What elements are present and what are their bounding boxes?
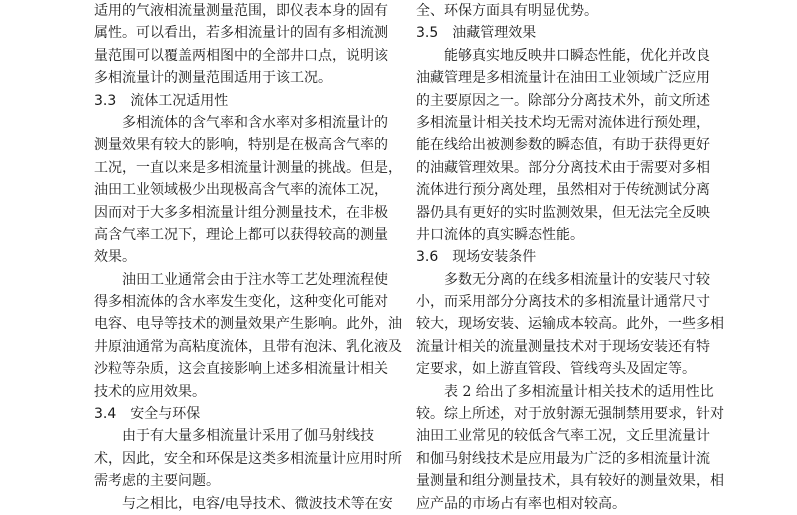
section-title: 安全与环保 <box>130 406 201 423</box>
section-number: 3.3 <box>94 92 117 109</box>
text-line: 能够真实地反映井口瞬态性能，优化并改良 <box>444 47 710 64</box>
text-line: 多数无分离的在线多相流量计的安装尺寸较 <box>444 271 710 288</box>
text-line: 量测量和组分测量技术，具有较好的测量效果，相 <box>416 473 724 490</box>
text-line: 与之相比，电容/电导技术、微波技术等在安 <box>122 495 393 512</box>
text-line: 电容、电导等技术的测量效果产生影响。此外，油 <box>94 316 402 333</box>
text-line: 效果。 <box>94 249 136 266</box>
text-line: 油藏管理是多相流量计在油田工业领域广泛应用 <box>416 70 710 87</box>
text-line: 流量计相关的流量测量技术对于现场安装还有特 <box>416 338 710 355</box>
text-line: 多相流体的含气率和含水率对多相流量计的 <box>122 114 388 131</box>
section-number: 3.6 <box>416 249 439 266</box>
text-line: 高含气率工况下，理论上都可以获得较高的测量 <box>94 226 388 243</box>
section-heading-3-5 <box>416 22 712 44</box>
text-line: 的油藏管理效果。部分分离技术由于需要对多相 <box>416 159 710 176</box>
left-column <box>94 0 402 515</box>
section-title: 流体工况适用性 <box>130 92 229 109</box>
right-column <box>416 0 724 515</box>
text-line: 小，而采用部分分离技术的多相流量计通常尺寸 <box>416 294 710 311</box>
text-line: 井原油通常为高粘度流体，且带有泡沫、乳化液及 <box>94 338 402 355</box>
text-line: 需考虑的主要问题。 <box>94 473 220 490</box>
text-line: 适用的气液相流量测量范围，即仪表本身的固有 <box>94 3 388 19</box>
text-line: 沙粒等杂质，这会直接影响上述多相流量计相关 <box>94 361 388 378</box>
text-line: 多相流量计相关技术均无需对流体进行预处理， <box>416 114 710 131</box>
text-line: 的主要原因之一。除部分分离技术外，前文所述 <box>416 92 710 109</box>
text-line: 油田工业通常会由于注水等工艺处理流程使 <box>122 271 388 288</box>
text-line: 和伽马射线技术是应用最为广泛的多相流量计流 <box>416 450 710 467</box>
section-title: 油藏管理效果 <box>452 25 537 42</box>
text-line: 工况，一直以来是多相流量计测量的挑战。但是， <box>94 159 402 176</box>
section-heading-3-6 <box>416 246 712 268</box>
text-line: 油田工业常见的较低含气率工况，文丘里流量计 <box>416 428 710 445</box>
section-number: 3.5 <box>416 25 439 42</box>
text-line: 较。综上所述，对于放射源无强制禁用要求，针对 <box>416 406 724 423</box>
section-number: 3.4 <box>94 406 117 423</box>
text-line: 能在线给出被测参数的瞬态值，有助于获得更好 <box>416 137 710 154</box>
text-line: 由于有大量多相流量计采用了伽马射线技 <box>122 428 374 445</box>
section-heading-3-4 <box>94 403 390 425</box>
text-line: 表 2 给出了多相流量计相关技术的适用性比 <box>444 383 714 400</box>
text-line: 全、环保方面具有明显优势。 <box>416 3 598 19</box>
text-line: 定要求，如上游直管段、管线弯头及固定等。 <box>416 361 696 378</box>
section-title: 现场安装条件 <box>452 249 537 266</box>
text-line: 油田工业领域极少出现极高含气率的流体工况， <box>94 182 388 199</box>
text-line: 属性。可以看出，若多相流量计的固有多相流测 <box>94 25 388 42</box>
text-line: 量范围可以覆盖两相图中的全部井口点，说明该 <box>94 47 388 64</box>
text-line: 测量效果有较大的影响，特别是在极高含气率的 <box>94 137 388 154</box>
text-line: 术，因此，安全和环保是这类多相流量计应用时所 <box>94 450 402 467</box>
text-line: 应产品的市场占有率也相对较高。 <box>416 495 626 512</box>
text-line: 得多相流体的含水率发生变化，这种变化可能对 <box>94 294 388 311</box>
text-line: 因而对于大多多相流量计组分测量技术，在非极 <box>94 204 388 221</box>
text-line: 器仍具有更好的实时监测效果，但无法完全反映 <box>416 204 710 221</box>
text-line: 井口流体的真实瞬态性能。 <box>416 226 584 243</box>
text-line: 流体进行预分离处理，虽然相对于传统测试分离 <box>416 182 710 199</box>
section-heading-3-3 <box>94 90 390 112</box>
text-line: 较大，现场安装、运输成本较高。此外，一些多相 <box>416 316 724 333</box>
text-line: 技术的应用效果。 <box>94 383 206 400</box>
text-line: 多相流量计的测量范围适用于该工况。 <box>94 70 332 87</box>
